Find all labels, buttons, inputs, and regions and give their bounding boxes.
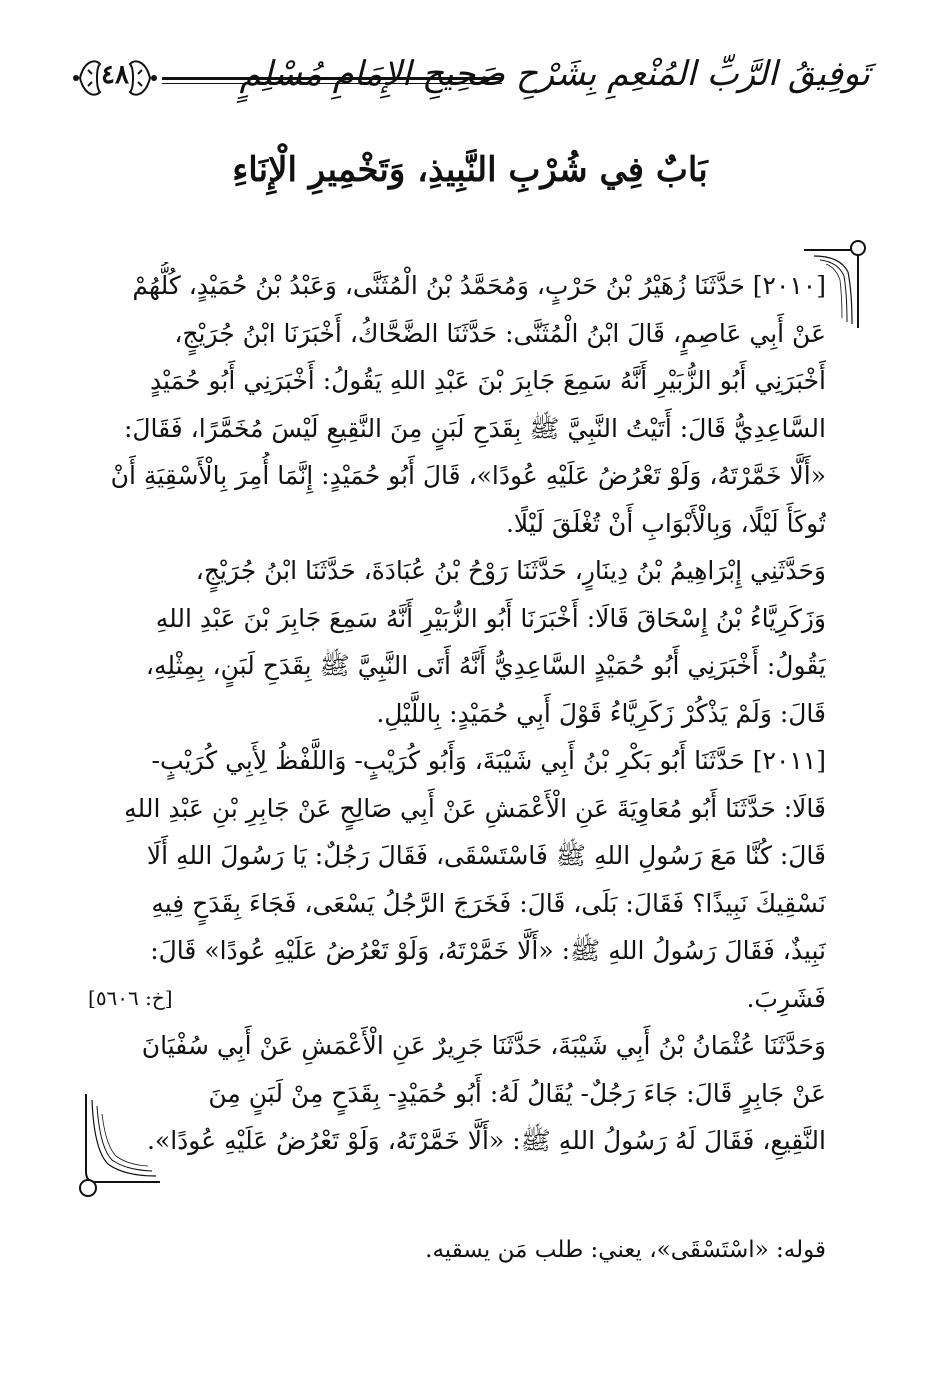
page-header xyxy=(70,50,870,110)
commentary-text: قوله: «اسْتَسْقَى»، يعني: طلب مَن يسقيه. xyxy=(425,1237,826,1263)
reference-tag: [خ: ٥٦٠٦] xyxy=(88,985,173,1010)
text-line: فَشَرِبَ. xyxy=(746,983,826,1013)
text-line: السَّاعِدِيُّ قَالَ: أَتَيْتُ النَّبِيَّ ﷺ بِقَدَحِ لَبَنٍ مِنَ النَّقِيعِ لَيْسَ مُخَمَّرًا، فَقَالَ: xyxy=(123,413,826,443)
text-line: عَنْ جَابِرٍ قَالَ: جَاءَ رَجُلٌ- يُقَالُ لَهُ: أَبُو حُمَيْدٍ- بِقَدَحٍ مِنْ لَبَنٍ مِنَ xyxy=(208,1078,826,1108)
text-line: أَخْبَرَنِي أَبُو الزُّبَيْرِ أَنَّهُ سَمِعَ جَابِرَ بْنَ عَبْدِ اللهِ يَقُولُ: أَخْبَرَنِي أَبُو حُمَيْدٍ xyxy=(149,366,826,395)
chapter-heading: بَابٌ فِي شُرْبِ النَّبِيذِ، وَتَخْمِيرِ الْإِنَاءِ xyxy=(232,150,708,190)
page-number: ٤٨ xyxy=(101,60,129,90)
text-line: قَالَا: حَدَّثَنَا أَبُو مُعَاوِيَةَ عَنِ الْأَعْمَشِ عَنْ أَبِي صَالِحٍ عَنْ جَابِرِ بْنِ عَبْدِ اللهِ xyxy=(124,793,826,823)
text-line: تُوكَأَ لَيْلًا، وَبِالْأَبْوَابِ أَنْ تُغْلَقَ لَيْلًا. xyxy=(505,508,826,538)
page-number-ornament xyxy=(70,52,160,104)
text-line: قَالَ: كُنَّا مَعَ رَسُولِ اللهِ ﷺ فَاسْتَسْقَى، فَقَالَ رَجُلٌ: يَا رَسُولَ اللهِ أَلَا xyxy=(146,841,826,870)
text-line: قَالَ: وَلَمْ يَذْكُرْ زَكَرِيَّاءُ قَوْلَ أَبِي حُمَيْدٍ: بِاللَّيْلِ. xyxy=(376,698,826,728)
text-line: نَسْقِيكَ نَبِيذًا؟ فَقَالَ: بَلَى، قَالَ: فَخَرَجَ الرَّجُلُ يَسْعَى، فَجَاءَ بِقَدَحٍ فِيهِ xyxy=(151,888,826,918)
text-line: «أَلَّا خَمَّرْتَهُ، وَلَوْ تَعْرُضُ عَلَيْهِ عُودًا»، قَالَ أَبُو حُمَيْدٍ: إِنَّمَا أُمِرَ بِالْأَسْقِيَةِ أَنْ xyxy=(110,461,826,490)
text-line: يَقُولُ: أَخْبَرَنِي أَبُو حُمَيْدٍ السَّاعِدِيُّ أَنَّهُ أَتَى النَّبِيَّ ﷺ بِقَدَحِ لَبَنٍ، بِمِثْلِهِ، xyxy=(145,651,826,680)
text-line: نَبِيذٌ، فَقَالَ رَسُولُ اللهِ ﷺ: «أَلَّا خَمَّرْتَهُ، وَلَوْ تَعْرُضُ عَلَيْهِ عُودًا» قَالَ: xyxy=(150,936,826,965)
hadith-text-block xyxy=(88,262,826,1165)
text-line: [٢٠١٠] حَدَّثَنَا زُهَيْرُ بْنُ حَرْبٍ، وَمُحَمَّدُ بْنُ الْمُثَنَّى، وَعَبْدُ بْنُ حُمَيْدٍ، كُلُّهُمْ xyxy=(132,271,826,300)
text-line: النَّقِيعِ، فَقَالَ لَهُ رَسُولُ اللهِ ﷺ: «أَلَّا خَمَّرْتَهُ، وَلَوْ تَعْرُضُ عَلَيْهِ عُودًا». xyxy=(146,1126,826,1155)
book-title: تَوفِيقُ الرَّبِّ المُنْعِمِ بِشَرْحِ صَحِيحِ الإِمَامِ مُسْلِمٍ xyxy=(239,54,870,94)
text-line-with-reference xyxy=(88,975,826,1023)
text-line: وَزَكَرِيَّاءُ بْنُ إِسْحَاقَ قَالَا: أَخْبَرَنَا أَبُو الزُّبَيْرِ أَنَّهُ سَمِعَ جَابِرَ بْنَ عَبْدِ اللهِ xyxy=(155,603,826,633)
text-line: وَحَدَّثَنَا عُثْمَانُ بْنُ أَبِي شَيْبَةَ، حَدَّثَنَا جَرِيرٌ عَنِ الْأَعْمَشِ عَنْ أَبِي سُفْيَانَ xyxy=(141,1031,826,1060)
text-line: عَنْ أَبِي عَاصِمٍ، قَالَ ابْنُ الْمُثَنَّى: حَدَّثَنَا الضَّحَّاكُ، أَخْبَرَنَا ابْنُ جُرَيْجٍ، xyxy=(174,318,826,348)
text-line: وَحَدَّثَنِي إِبْرَاهِيمُ بْنُ دِينَارٍ، حَدَّثَنَا رَوْحُ بْنُ عُبَادَةَ، حَدَّثَنَا ابْنُ جُرَيْجٍ، xyxy=(195,556,826,585)
text-line: [٢٠١١] حَدَّثَنَا أَبُو بَكْرِ بْنُ أَبِي شَيْبَةَ، وَأَبُو كُرَيْبٍ- وَاللَّفْظُ لِأَبِي كُرَيْبٍ- xyxy=(151,746,826,775)
